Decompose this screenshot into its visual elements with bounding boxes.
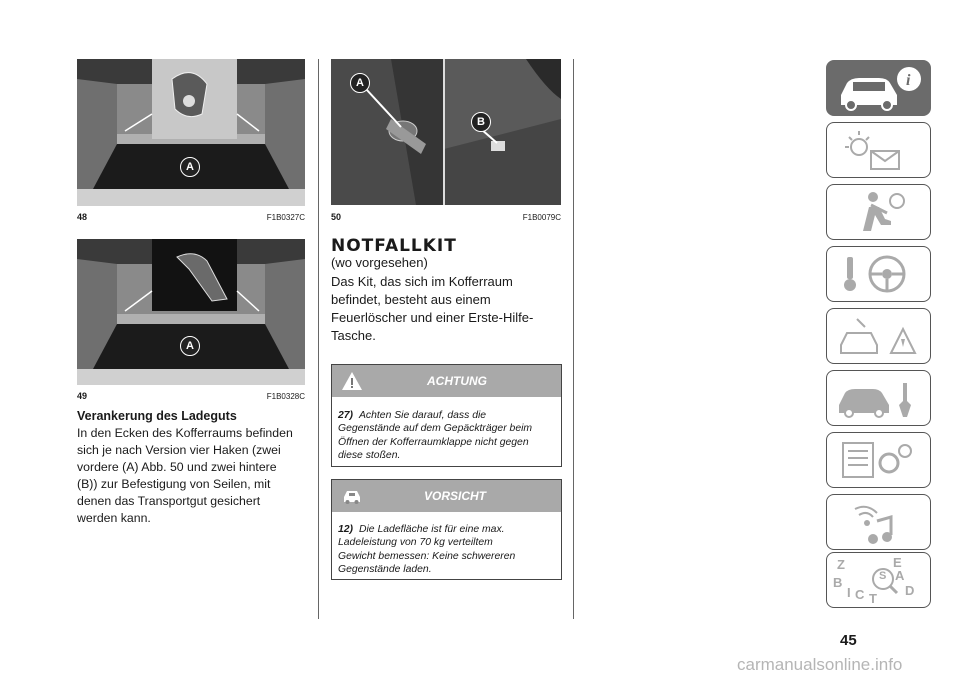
warning-line: Gegenstände auf dem Gepäckträger beim	[338, 423, 533, 434]
caution-box	[331, 479, 562, 580]
figure-number: 49	[77, 391, 88, 401]
tab-technical-data[interactable]	[826, 432, 931, 488]
tab-car-info[interactable]	[826, 60, 931, 116]
index-letter: D	[905, 583, 915, 598]
figure-number: 48	[77, 212, 88, 222]
car-caution-icon	[341, 487, 363, 505]
figure-49-photo	[77, 239, 305, 385]
caution-header	[332, 480, 561, 512]
body-line: werden kann.	[77, 511, 151, 525]
index-letter: C	[855, 587, 865, 602]
warning-number: 27)	[338, 410, 354, 421]
caution-number: 12)	[338, 524, 354, 535]
index-letter: A	[895, 568, 905, 583]
callout-a: A	[180, 336, 200, 356]
section-title: NOTFALLKIT	[331, 236, 457, 256]
section-heading: Verankerung des Ladeguts	[77, 409, 237, 423]
warning-line: Achten Sie darauf, dass die	[359, 410, 487, 421]
airbag-seat-icon	[827, 185, 930, 239]
tab-safety[interactable]	[826, 184, 931, 240]
warning-box	[331, 364, 562, 467]
caution-line: Ladeleistung von 70 kg verteiltem	[338, 537, 493, 548]
column-divider	[573, 59, 574, 619]
multimedia-icon	[827, 495, 930, 549]
tab-multimedia[interactable]	[826, 494, 931, 550]
tab-emergency[interactable]	[826, 308, 931, 364]
figure-code: F1B0328C	[266, 392, 305, 401]
warning-header	[332, 365, 561, 397]
tab-starting-driving[interactable]	[826, 246, 931, 302]
warning-triangle-icon	[341, 371, 363, 391]
section-subtitle: (wo vorgesehen)	[331, 255, 428, 270]
car-info-icon	[827, 61, 930, 115]
figure-50-photo	[331, 59, 561, 205]
body-line: denen das Transportgut gesichert	[77, 494, 261, 508]
body-line: Feuerlöscher und einer Erste-Hilfe-	[331, 310, 534, 325]
svg-text:i: i	[906, 72, 911, 89]
callout-a: A	[180, 157, 200, 177]
figure-code: F1B0327C	[266, 213, 305, 222]
figure-code: F1B0079C	[522, 213, 561, 222]
body-line: Tasche.	[331, 328, 376, 343]
caution-line: Die Ladefläche ist für eine max.	[359, 524, 505, 535]
dashboard-lights-icon	[827, 123, 930, 177]
body-line: (B)) zur Befestigung von Seilen, mit	[77, 477, 271, 491]
body-line: vordere (A) Abb. 50 und zwei hintere	[77, 460, 277, 474]
figure-number: 50	[331, 212, 342, 222]
warning-label: ACHTUNG	[427, 374, 487, 388]
caution-label: VORSICHT	[424, 489, 487, 503]
emergency-road-icon	[827, 309, 930, 363]
watermark: carmanualsonline.info	[737, 655, 903, 674]
body-line: Das Kit, das sich im Kofferraum	[331, 274, 513, 289]
body-line: sich je nach Version vier Haken (zwei	[77, 443, 281, 457]
tab-dashboard-lights[interactable]	[826, 122, 931, 178]
callout-a: A	[350, 73, 370, 93]
technical-data-icon	[827, 433, 930, 487]
caution-line: Gewicht bemessen: Keine schwereren	[338, 551, 516, 562]
index-letter: S	[879, 570, 887, 582]
tab-maintenance[interactable]	[826, 370, 931, 426]
trunk-illustration	[77, 239, 305, 385]
index-letter: T	[869, 591, 877, 606]
steering-key-icon	[827, 247, 930, 301]
index-letter: E	[893, 555, 902, 570]
car-maintenance-icon	[827, 371, 930, 425]
callout-b: B	[471, 112, 491, 132]
trunk-illustration	[77, 59, 305, 206]
page-number: 45	[840, 632, 857, 649]
warning-line: diese stoßen.	[338, 450, 401, 461]
column-divider	[318, 59, 319, 619]
figure-48-photo	[77, 59, 305, 206]
index-letter: B	[833, 575, 843, 590]
warning-line: Öffnen der Kofferraumklappe nicht gegen	[338, 437, 529, 448]
index-letter: Z	[837, 557, 845, 572]
body-line: In den Ecken des Kofferraums befinden	[77, 426, 293, 440]
body-line: befindet, besteht aus einem	[331, 292, 491, 307]
tab-index[interactable]	[826, 552, 931, 608]
caution-line: Gegenstände laden.	[338, 564, 432, 575]
index-letter: I	[847, 585, 851, 600]
